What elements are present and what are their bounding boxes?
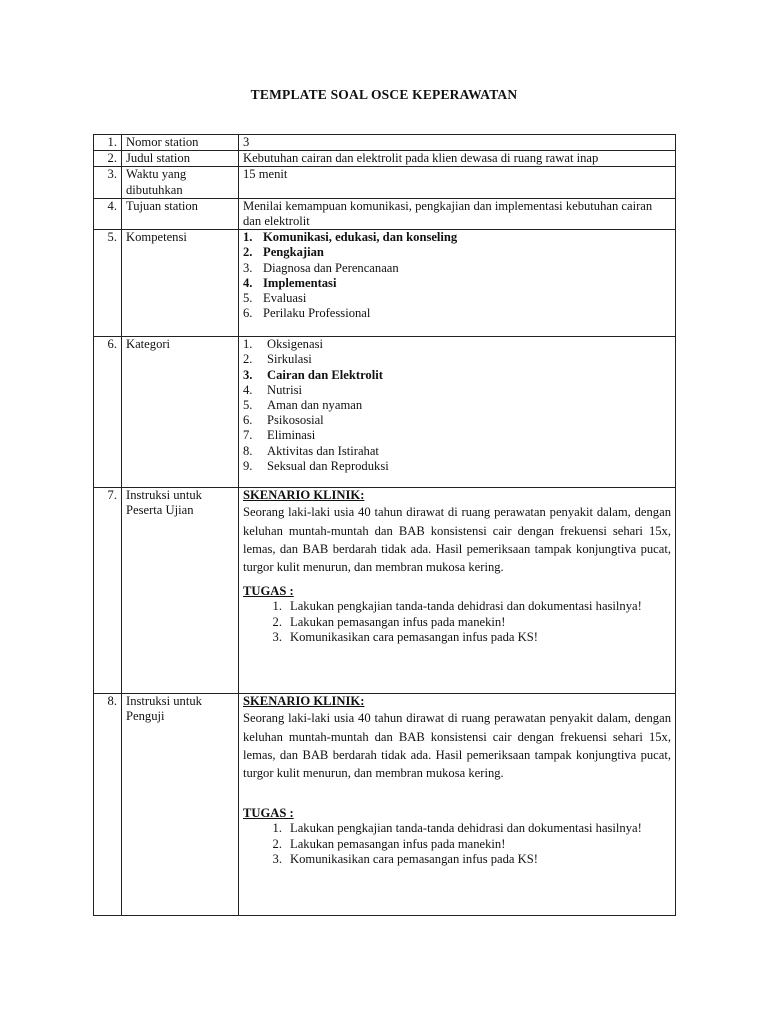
participant-instruction-cell (239, 488, 676, 694)
row-label: Nomor station (122, 135, 239, 151)
station-title-value: Kebutuhan cairan dan elektrolit pada klien dewasa di ruang rawat inap (239, 151, 676, 167)
row-label: Instruksi untuk Peserta Ujian (122, 488, 239, 694)
list-item: 2. Lakukan pemasangan infus pada manekin! (272, 614, 506, 629)
task-list (243, 599, 671, 646)
row-number: 6. (94, 337, 122, 488)
row-label: Kompetensi (122, 230, 239, 337)
competency-cell (239, 230, 676, 337)
category-cell (239, 337, 676, 488)
row-label: Waktu yang dibutuhkan (122, 167, 239, 198)
table-row (94, 135, 676, 151)
table-row (94, 198, 676, 229)
list-item: 2. Sirkulasi (243, 352, 312, 367)
row-number: 7. (94, 488, 122, 694)
task-heading: TUGAS : (243, 584, 294, 599)
row-number: 4. (94, 198, 122, 229)
table-row (94, 167, 676, 198)
row-number: 3. (94, 167, 122, 198)
list-item: 7. Eliminasi (243, 428, 316, 443)
document-title: TEMPLATE SOAL OSCE KEPERAWATAN (250, 87, 518, 102)
row-number: 5. (94, 230, 122, 337)
list-item: 1. Lakukan pengkajian tanda-tanda dehidrasi dan dokumentasi hasilnya! (272, 821, 642, 836)
scenario-text: Seorang laki-laki usia 40 tahun dirawat di ruang perawatan penyakit dalam, dengan keluhan muntah-muntah dan BAB konsistensi cair dengan frekuensi sehari 15x, lemas, dan BAB berdarah tidak ada. Hasil pemeriksaan tampak konjungtiva pucat, turgor kulit menurun, dan membran mukosa kering. (243, 711, 671, 781)
competency-list (243, 230, 671, 321)
table-row (94, 694, 676, 916)
station-goal-value: Menilai kemampuan komunikasi, pengkajian dan implementasi kebutuhan cairan dan elektrolit (239, 198, 676, 229)
list-item: 4. Implementasi (243, 275, 337, 290)
table-row (94, 337, 676, 488)
examiner-instruction-cell (239, 694, 676, 916)
station-number-value: 3 (239, 135, 676, 151)
list-item: 1. Lakukan pengkajian tanda-tanda dehidrasi dan dokumentasi hasilnya! (272, 599, 642, 614)
list-item: 8. Aktivitas dan Istirahat (243, 443, 379, 458)
row-number: 1. (94, 135, 122, 151)
list-item: 5. Aman dan nyaman (243, 398, 363, 413)
list-item: 3. Diagnosa dan Perencanaan (243, 260, 399, 275)
list-item: 6. Perilaku Professional (243, 306, 371, 321)
list-item: 4. Nutrisi (243, 382, 302, 397)
list-item: 1. Komunikasi, edukasi, dan konseling (243, 230, 458, 245)
osce-table (93, 134, 676, 916)
table-row (94, 488, 676, 694)
time-needed-value: 15 menit (239, 167, 676, 198)
row-label: Judul station (122, 151, 239, 167)
scenario-heading: SKENARIO KLINIK: (243, 694, 365, 709)
scenario-heading: SKENARIO KLINIK: (243, 488, 365, 503)
row-label: Kategori (122, 337, 239, 488)
table-row (94, 151, 676, 167)
task-heading: TUGAS : (243, 806, 294, 821)
list-item: 3. Cairan dan Elektrolit (243, 367, 383, 382)
row-number: 2. (94, 151, 122, 167)
row-label: Tujuan station (122, 198, 239, 229)
list-item: 9. Seksual dan Reproduksi (243, 458, 389, 473)
task-list (243, 821, 671, 868)
list-item: 2. Pengkajian (243, 245, 324, 260)
list-item: 3. Komunikasikan cara pemasangan infus pada KS! (272, 852, 538, 867)
list-item: 5. Evaluasi (243, 291, 307, 306)
list-item: 2. Lakukan pemasangan infus pada manekin! (272, 836, 506, 851)
list-item: 6. Psikososial (243, 413, 324, 428)
table-row (94, 230, 676, 337)
scenario-text: Seorang laki-laki usia 40 tahun dirawat di ruang perawatan penyakit dalam, dengan keluhan muntah-muntah dan BAB konsistensi cair dengan frekuensi sehari 15x, lemas, dan BAB berdarah tidak ada. Hasil pemeriksaan tampak konjungtiva pucat, turgor kulit menurun, dan membran mukosa kering. (243, 505, 671, 575)
row-label: Instruksi untuk Penguji (122, 694, 239, 916)
list-item: 1. Oksigenasi (243, 337, 323, 352)
category-list (243, 337, 671, 474)
row-number: 8. (94, 694, 122, 916)
list-item: 3. Komunikasikan cara pemasangan infus pada KS! (272, 630, 538, 645)
